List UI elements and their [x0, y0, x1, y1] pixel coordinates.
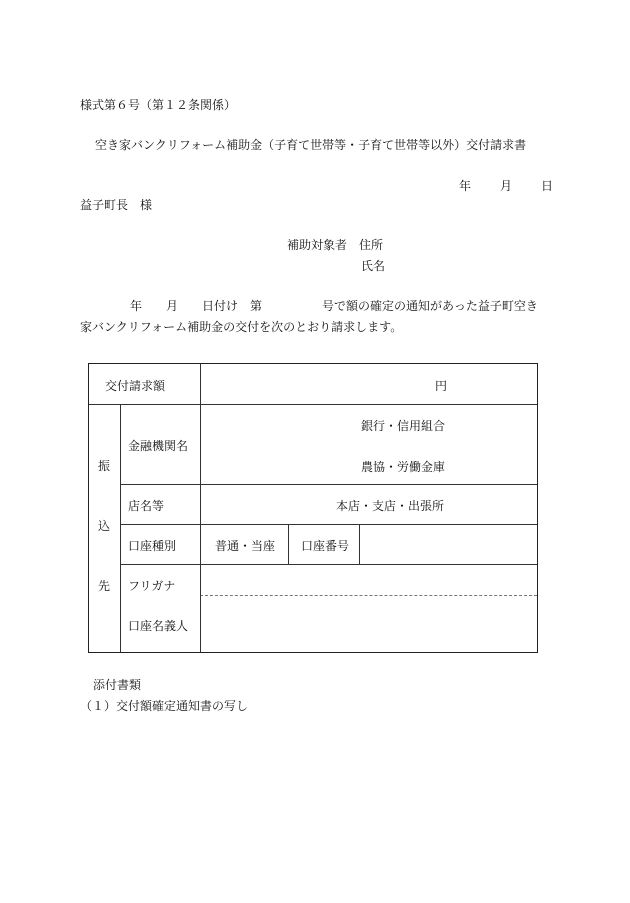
date-month: 月: [500, 179, 513, 193]
body-text-line-2: 家バンクリフォーム補助金の交付を次のとおり請求します。: [80, 320, 403, 334]
row-divider: [120, 564, 537, 565]
bank-label: 金融機関名: [128, 439, 189, 453]
row-divider: [120, 524, 537, 525]
column-divider: [200, 364, 201, 652]
account-number-label: 口座番号: [301, 539, 350, 553]
branch-options: 本店・支店・出張所: [336, 499, 445, 513]
amount-unit: 円: [435, 379, 448, 393]
date-year: 年: [459, 179, 472, 193]
applicant-address-label: 補助対象者 住所: [287, 238, 384, 252]
column-divider: [359, 524, 360, 564]
transfer-char-2: 込: [98, 519, 111, 533]
row-divider: [120, 484, 537, 485]
bank-option-2: 農協・労働金庫: [361, 460, 446, 474]
attachments-heading: 添付書類: [93, 678, 142, 692]
document-title: 空き家バンクリフォーム補助金（子育て世帯等・子育て世帯等以外）交付請求書: [95, 138, 527, 152]
addressee: 益子町長 様: [80, 198, 153, 212]
date-day: 日: [541, 179, 554, 193]
column-divider: [288, 524, 289, 564]
row-divider: [89, 404, 537, 405]
form-number: 様式第６号（第１２条関係）: [80, 98, 237, 112]
transfer-char-3: 先: [98, 579, 111, 593]
account-holder-label: 口座名義人: [128, 619, 189, 633]
branch-label: 店名等: [128, 499, 165, 513]
applicant-name-label: 氏名: [361, 259, 386, 273]
column-divider: [120, 404, 121, 652]
attachment-item: （１）交付額確定通知書の写し: [80, 699, 249, 713]
account-type-options: 普通・当座: [215, 539, 276, 553]
amount-label: 交付請求額: [105, 379, 166, 393]
body-text-line-1: 年 月 日付け 第 号で額の確定の通知があった益子町空き: [130, 299, 538, 313]
account-type-label: 口座種別: [128, 539, 177, 553]
furigana-divider: [200, 595, 537, 596]
request-table: [88, 363, 538, 653]
furigana-label: フリガナ: [128, 579, 176, 593]
transfer-char-1: 振: [98, 459, 111, 473]
bank-option-1: 銀行・信用組合: [361, 419, 446, 433]
date-line: [459, 177, 553, 194]
